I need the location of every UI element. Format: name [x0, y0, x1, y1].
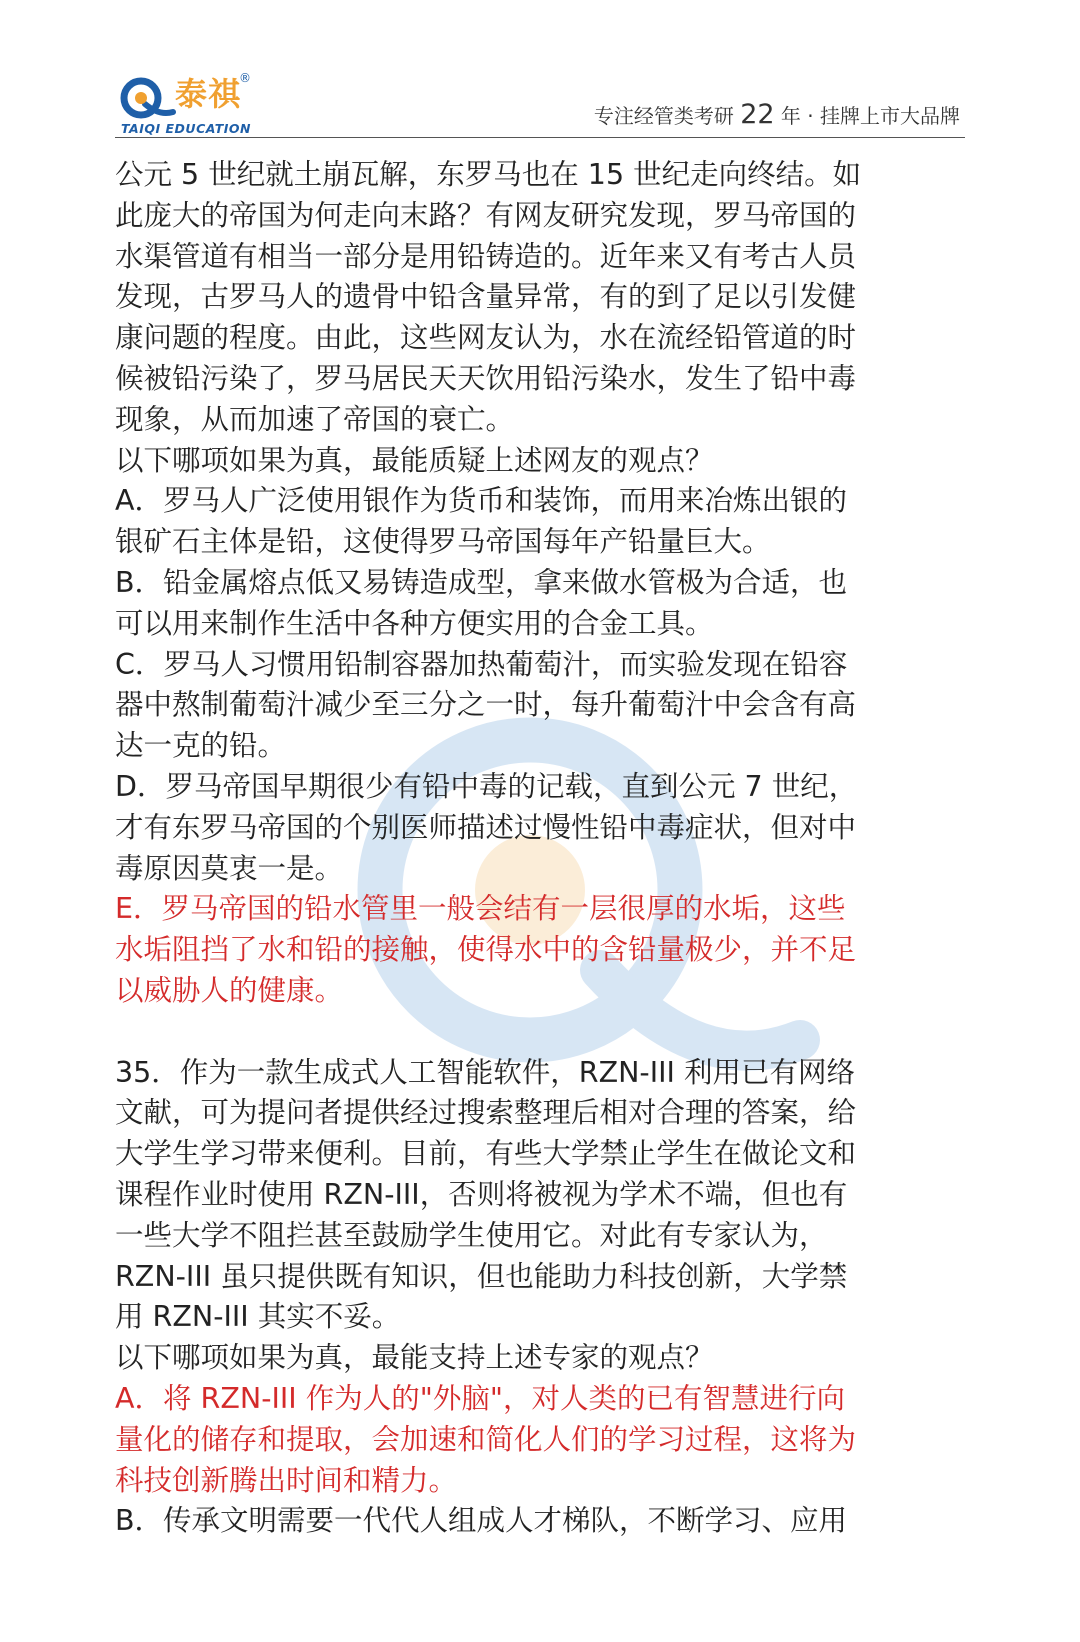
q34-option-c [115, 645, 965, 767]
question-35-stem [115, 1053, 965, 1339]
q34-option-d [115, 767, 965, 889]
text-line: 候被铅污染了，罗马居民天天饮用铅污染水，发生了铅中毒 [115, 361, 857, 395]
logo-q-icon [115, 76, 177, 122]
text-line: 达一克的铅。 [115, 729, 287, 763]
q34-option-e-answer [115, 889, 965, 1011]
text-line: 可以用来制作生活中各种方便实用的合金工具。 [115, 606, 714, 640]
text-line: 水垢阻挡了水和铅的接触，使得水中的含铅量极少，并不足 [115, 933, 857, 967]
text-line: 文献，可为提问者提供经过搜索整理后相对合理的答案，给 [115, 1096, 857, 1130]
taiqi-logo [115, 72, 260, 140]
text-line: 器中熬制葡萄汁减少至三分之一时，每升葡萄汁中会含有高 [115, 688, 857, 722]
exam-content [115, 155, 965, 1542]
registered-mark: ® [239, 71, 251, 85]
question-35-prompt: 以下哪项如果为真，最能支持上述专家的观点？ [115, 1341, 714, 1375]
text-line: 此庞大的帝国为何走向末路？有网友研究发现，罗马帝国的 [115, 198, 857, 232]
question-34-stem [115, 155, 965, 441]
text-line: 发现，古罗马人的遗骨中铅含量异常，有的到了足以引发健 [115, 280, 857, 314]
text-line: B．铅金属熔点低又易铸造成型，拿来做水管极为合适，也 [115, 565, 848, 599]
text-line: RZN-III 虽只提供既有知识，但也能助力科技创新，大学禁 [115, 1259, 848, 1293]
text-line: 一些大学不阻拦甚至鼓励学生使用它。对此有专家认为， [115, 1218, 828, 1252]
text-line: 大学生学习带来便利。目前，有些大学禁止学生在做论文和 [115, 1137, 857, 1171]
q35-option-a-answer [115, 1379, 965, 1501]
text-line: 现象，从而加速了帝国的衰亡。 [115, 402, 515, 436]
text-line: 科技创新腾出时间和精力。 [115, 1463, 458, 1497]
tagline-suffix: 年 · 挂牌上市大品牌 [780, 104, 960, 128]
text-line: 才有东罗马帝国的个别医师描述过慢性铅中毒症状，但对中 [115, 810, 857, 844]
tagline-prefix: 专注经管类考研 [593, 104, 734, 128]
text-line: D．罗马帝国早期很少有铅中毒的记载，直到公元 7 世纪， [115, 769, 858, 803]
question-34-prompt: 以下哪项如果为真，最能质疑上述网友的观点？ [115, 443, 714, 477]
q35-option-b [115, 1501, 965, 1542]
text-line: 35．作为一款生成式人工智能软件，RZN-III 利用已有网络 [115, 1055, 855, 1089]
text-line: 用 RZN-III 其实不妥。 [115, 1300, 401, 1334]
text-line: 康问题的程度。由此，这些网友认为，水在流经铅管道的时 [115, 321, 857, 355]
page-header [0, 0, 1080, 150]
text-line: 以威胁人的健康。 [115, 973, 344, 1007]
text-line: 量化的储存和提取，会加速和简化人们的学习过程，这将为 [115, 1422, 857, 1456]
text-line: 毒原因莫衷一是。 [115, 851, 344, 885]
text-line: E．罗马帝国的铅水管里一般会结有一层很厚的水垢，这些 [115, 892, 846, 926]
logo-chinese-text: 泰祺 [175, 75, 242, 113]
header-tagline [593, 99, 960, 130]
text-line: B．传承文明需要一代代人组成人才梯队，不断学习、应用 [115, 1504, 848, 1538]
text-line: A．将 RZN-III 作为人的"外脑"，对人类的已有智慧进行向 [115, 1381, 845, 1415]
logo-english-text: TAIQI EDUCATION [121, 121, 251, 136]
text-line: 银矿石主体是铅，这使得罗马帝国每年产铅量巨大。 [115, 525, 771, 559]
question-spacer [115, 1012, 965, 1053]
tagline-years: 22 [740, 99, 775, 130]
text-line: 水渠管道有相当一部分是用铅铸造的。近年来又有考古人员 [115, 239, 857, 273]
text-line: 课程作业时使用 RZN-III，否则将被视为学术不端，但也有 [115, 1177, 848, 1211]
text-line: 公元 5 世纪就土崩瓦解，东罗马也在 15 世纪走向终结。如 [115, 158, 862, 191]
q34-option-a [115, 481, 965, 563]
q34-option-b [115, 563, 965, 645]
text-line: A．罗马人广泛使用银作为货币和装饰，而用来冶炼出银的 [115, 484, 847, 518]
header-divider [115, 137, 965, 138]
text-line: C．罗马人习惯用铅制容器加热葡萄汁，而实验发现在铅容 [115, 647, 848, 681]
